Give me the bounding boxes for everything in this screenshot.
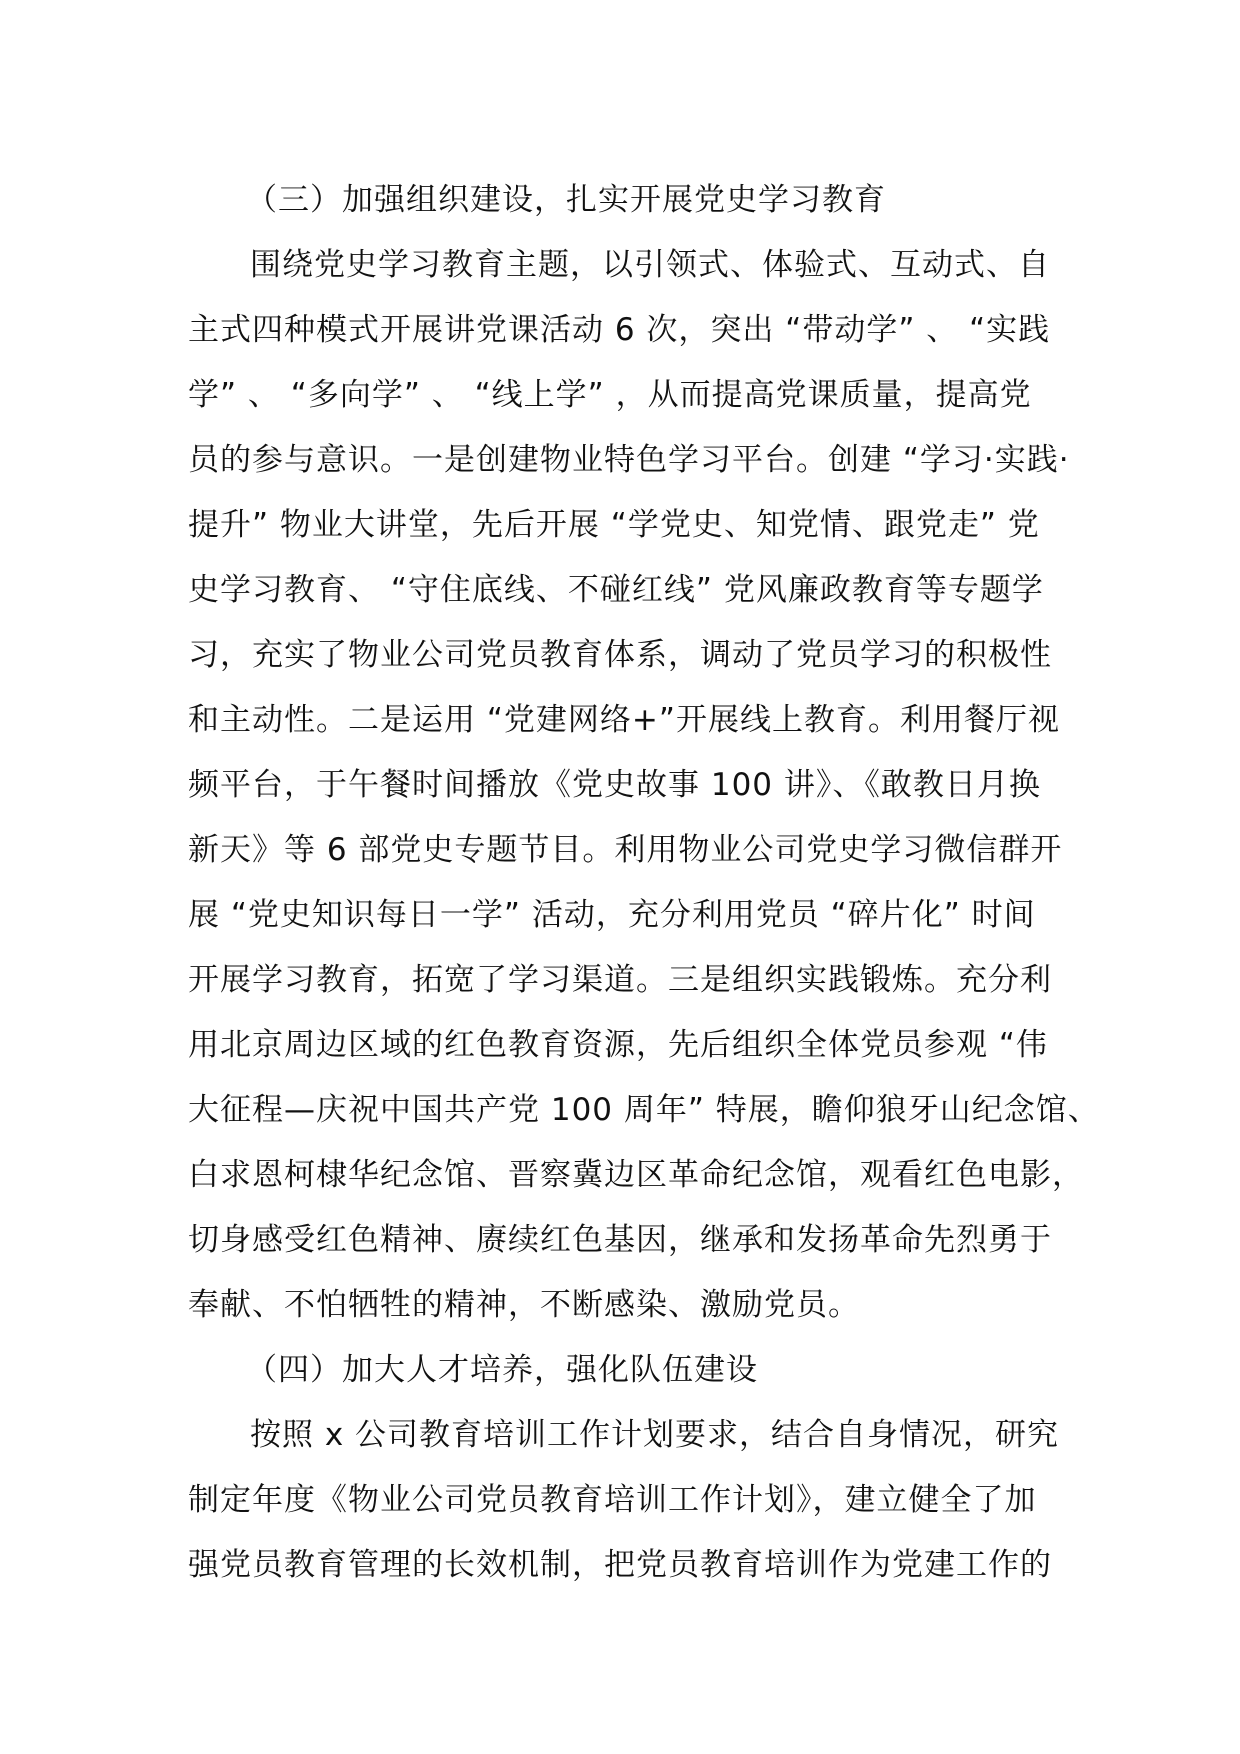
paragraph-line: 展 “党史知识每日一学” 活动，充分利用党员 “碎片化” 时间 (188, 897, 1036, 933)
paragraph-line: 员的参与意识。一是创建物业特色学习平台。创建 “学习·实践· (188, 442, 1070, 478)
paragraph-line: 大征程—庆祝中国共产党 100 周年” 特展，瞻仰狼牙山纪念馆、 (188, 1092, 1100, 1128)
section-heading-4: （四）加大人才培养，强化队伍建设 (246, 1352, 758, 1388)
paragraph-line: 新天》等 6 部党史专题节目。利用物业公司党史学习微信群开 (188, 832, 1063, 868)
paragraph-line: 开展学习教育，拓宽了学习渠道。三是组织实践锻炼。充分利 (188, 962, 1052, 998)
paragraph-line: 提升” 物业大讲堂，先后开展 “学党史、知党情、跟党走” 党 (188, 507, 1040, 543)
paragraph-line: 白求恩柯棣华纪念馆、晋察冀边区革命纪念馆，观看红色电影， (188, 1157, 1084, 1193)
paragraph-line: 习，充实了物业公司党员教育体系，调动了党员学习的积极性 (188, 637, 1052, 673)
paragraph-line: 制定年度《物业公司党员教育培训工作计划》，建立健全了加 (188, 1482, 1037, 1518)
paragraph-line: 围绕党史学习教育主题，以引领式、体验式、互动式、自 (250, 247, 1050, 283)
section-heading-3: （三）加强组织建设，扎实开展党史学习教育 (246, 182, 886, 218)
paragraph-line: 强党员教育管理的长效机制，把党员教育培训作为党建工作的 (188, 1547, 1052, 1583)
paragraph-line: 主式四种模式开展讲党课活动 6 次，突出 “带动学” 、 “实践 (188, 312, 1051, 348)
paragraph-line: 史学习教育、 “守住底线、不碰红线” 党风廉政教育等专题学 (188, 572, 1044, 608)
paragraph-line: 学” 、 “多向学” 、 “线上学” ，从而提高党课质量，提高党 (188, 377, 1032, 413)
paragraph-line: 用北京周边区域的红色教育资源，先后组织全体党员参观 “伟 (188, 1027, 1048, 1063)
paragraph-line: 奉献、不怕牺牲的精神，不断感染、激励党员。 (188, 1287, 860, 1323)
paragraph-line: 按照 x 公司教育培训工作计划要求，结合自身情况，研究 (250, 1417, 1060, 1453)
paragraph-line: 切身感受红色精神、赓续红色基因，继承和发扬革命先烈勇于 (188, 1222, 1052, 1258)
paragraph-line: 和主动性。二是运用 “党建网络+”开展线上教育。利用餐厅视 (188, 702, 1060, 738)
paragraph-line: 频平台，于午餐时间播放《党史故事 100 讲》、《敢教日月换 (188, 767, 1041, 803)
document-body (188, 168, 1100, 1598)
